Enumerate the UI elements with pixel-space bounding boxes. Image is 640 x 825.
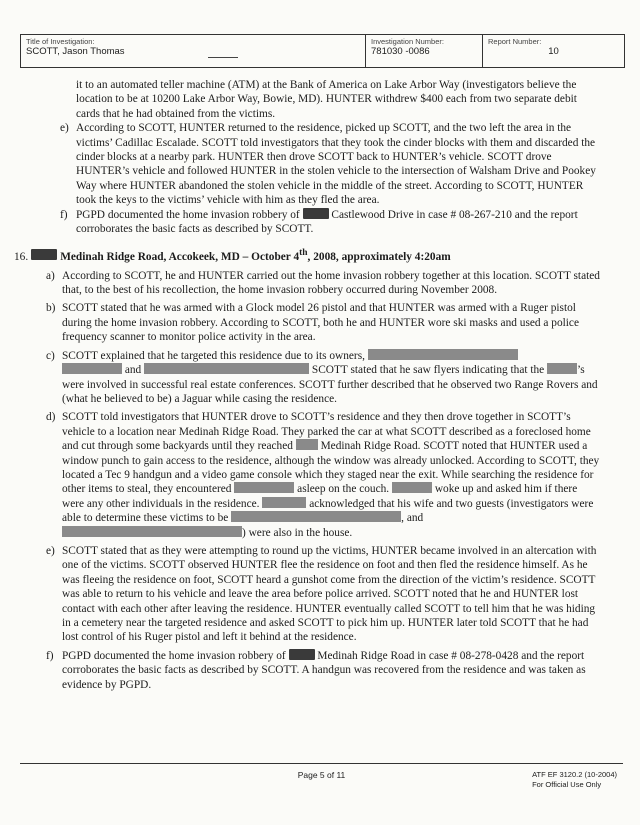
official-use-note: For Official Use Only: [532, 780, 602, 789]
text-part: woke up and asked him if there were any other individuals in the residence.: [62, 483, 578, 510]
item-marker: f): [46, 649, 54, 662]
page-footer: [20, 763, 623, 789]
list-item: [40, 410, 600, 540]
text-part: PGPD documented the home invasion robbery of: [76, 208, 300, 221]
form-number: ATF EF 3120.2 (10-2004): [532, 770, 617, 779]
item-marker: e): [46, 544, 55, 557]
title-label: Title of Investigation:: [26, 37, 95, 46]
text-part: SCOTT explained that he targeted this residence due to its owners,: [62, 349, 365, 362]
text-part: Castlewood Drive in case # 08-267-210 and the report corroborates the basic facts as described by SCOTT.: [76, 208, 578, 236]
investigation-number-cell: [366, 35, 483, 67]
list-item: [40, 544, 600, 645]
item-marker: f): [60, 208, 68, 221]
redaction-block: [144, 363, 309, 374]
list-item: [40, 301, 600, 344]
item-marker: e): [60, 122, 69, 135]
item-marker: c): [46, 349, 55, 362]
section-heading-text: [60, 246, 451, 264]
item-marker: d): [46, 411, 56, 424]
divider-mark: [208, 57, 238, 58]
report-body: [14, 78, 600, 692]
page-number: Page 5 of 11: [297, 770, 346, 780]
redaction-block: [231, 511, 401, 522]
text-part: ) were also in the house.: [242, 526, 353, 539]
form-id: [532, 770, 617, 790]
redaction-block: [392, 482, 432, 493]
list-item: [40, 349, 600, 407]
text-part: SCOTT stated that he saw flyers indicating that the: [311, 364, 545, 377]
redaction-block: [296, 439, 318, 450]
report-value: 10: [548, 46, 559, 57]
item-text: According to SCOTT, HUNTER returned to the residence, picked up SCOTT, and the two left the area in the victims’ Cadillac Escalade. SCOTT told investigators that they took the cinder blocks with them and discarded the cinder blocks at a nearby park. HUNTER then drove SCOTT back to HUNTER’s vehicle. SCOTT drove HUNTER’s vehicle and followed HUNTER in the stolen vehicle to the intersection of Walsham Drive and Pookey Way where HUNTER abandoned the stolen vehicle in the middle of the street. According to SCOTT, HUNTER took the keys to the victims’ vehicle with him as they fled the area.: [76, 122, 596, 207]
item-marker: a): [46, 269, 55, 282]
investigation-label: Investigation Number:: [371, 37, 444, 46]
heading-superscript: th: [299, 248, 308, 259]
report-number-cell: [483, 35, 624, 67]
redaction-block: [289, 649, 315, 660]
item-text: According to SCOTT, he and HUNTER carried out the home invasion robbery together at this location. SCOTT stated that, to the best of his recollection, the home invasion robbery occurred during November 2008.: [62, 269, 600, 297]
report-header-box: [20, 34, 625, 68]
redaction-block: [31, 249, 57, 260]
list-item: [40, 269, 600, 298]
list-item: [40, 208, 600, 237]
item-text: [62, 649, 600, 692]
continued-paragraph: it to an automated teller machine (ATM) at the Bank of America on Lake Arbor Way (investigators believe the location to be at 10200 Lake Arbor Way, Bowie, MD). HUNTER withdrew $400 each from two separate debit cards that he had obtained from the victims.: [76, 79, 577, 120]
investigation-value: 781030 -0086: [371, 46, 430, 57]
text-part: Medinah Ridge Road. SCOTT noted that HUNTER used a window punch to gain access to the residence, although the window was already unlocked. According to SCOTT, they located a Tec 9 handgun and a video game console which they staged near the exit. While searching the residence for other items to steal, they encountered: [62, 440, 600, 496]
text-part: ’s were involved in successful real estate conferences. SCOTT further described that he observed two Range Rovers and (what he believed to be) a Jaguar while casing the residence.: [62, 364, 598, 405]
item-text: SCOTT stated that as they were attempting to round up the victims, HUNTER became involved in an altercation with one of the victims. SCOTT observed HUNTER flee the residence on foot and then fled the residence himself. As he was fleeing the residence on foot, SCOTT heard a gunshot come from the direction of the victim’s residence. SCOTT was able to return to his vehicle and leave the area before police arrived. SCOTT noted that he and HUNTER lost contact with each other after leaving the residence. HUNTER eventually called SCOTT to tell him that he was hiding in a cemetery near the targeted residence and asked SCOTT to pick him up. HUNTER later told SCOTT that he had lost control of his Ruger pistol and left it behind at the residence.: [62, 544, 597, 644]
redaction-block: [62, 526, 242, 537]
list-item: [40, 649, 600, 692]
text-part: and: [124, 364, 142, 377]
text-part: Medinah Ridge Road in case # 08-278-0428 and the report corroborates the basic facts as described by SCOTT. A handgun was recovered from the residence and was taken as evidence by PGPD.: [62, 649, 586, 691]
item-text: SCOTT stated that he was armed with a Glock model 26 pistol and that HUNTER was armed with a Ruger pistol during the home invasion robbery. According to SCOTT, both he and HUNTER wore ski masks and used a police frequency scanner to monitor police activity in the area.: [62, 302, 579, 344]
section-number: 16.: [14, 251, 29, 264]
item-text: [76, 208, 600, 237]
text-part: asleep on the couch.: [297, 483, 390, 496]
redaction-block: [262, 497, 306, 508]
list-item: [40, 121, 600, 207]
text-part: SCOTT told investigators that HUNTER drove to SCOTT’s residence and they then drove together in SCOTT’s vehicle to a location near Medinah Ridge Road. They parked the car at what SCOTT described as a foreclosed home and cut through some backyards until they reached: [62, 411, 591, 453]
title-cell: [21, 35, 366, 67]
redaction-block: [547, 363, 577, 374]
report-label: Report Number:: [488, 37, 542, 46]
redaction-block: [368, 349, 518, 360]
text-part: , and: [401, 512, 424, 525]
heading-main: Medinah Ridge Road, Accokeek, MD – October 4: [60, 251, 300, 264]
section-heading: [14, 246, 600, 264]
title-value: SCOTT, Jason Thomas: [26, 46, 125, 57]
item-text: [62, 410, 600, 540]
heading-tail: , 2008, approximately 4:20am: [307, 251, 451, 264]
text-part: PGPD documented the home invasion robbery of: [62, 649, 286, 662]
text-part: acknowledged that his wife and two guests (investigators were able to determine these victims to be: [62, 497, 594, 525]
item-marker: b): [46, 302, 56, 315]
redaction-block: [303, 208, 329, 219]
redaction-block: [234, 482, 294, 493]
item-text: [62, 349, 600, 407]
redaction-block: [62, 363, 122, 374]
